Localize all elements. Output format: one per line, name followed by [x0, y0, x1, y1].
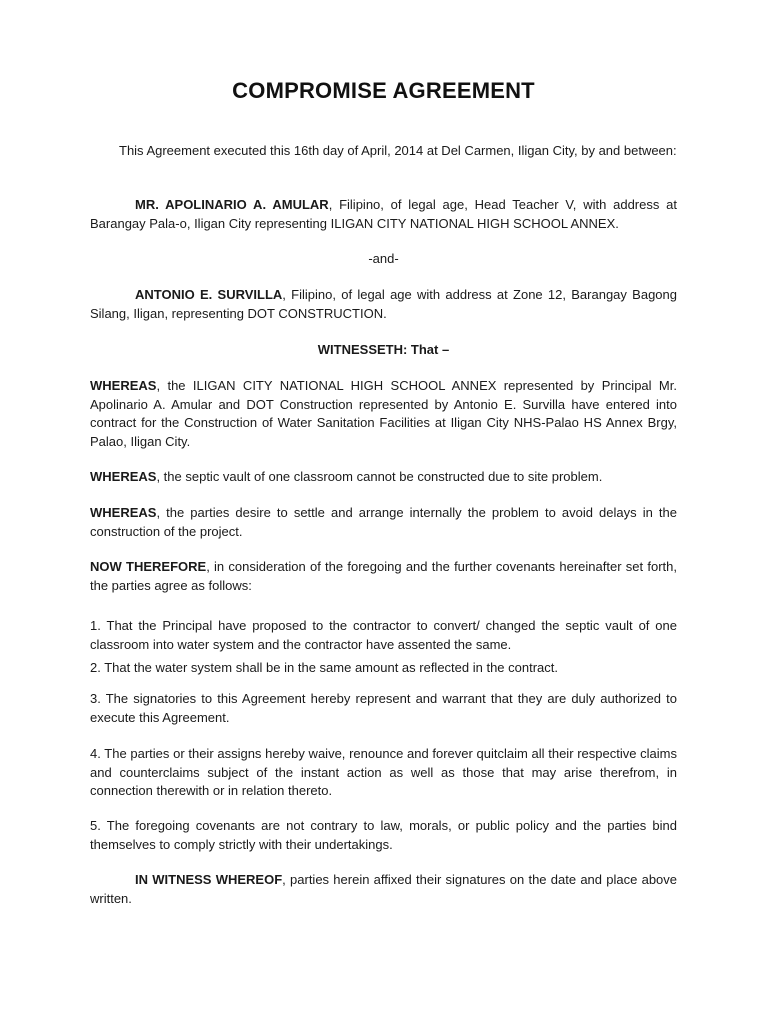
agreement-item-5: 5. The foregoing covenants are not contrary to law, morals, or public policy and the parties bind themselves to comply strictly with their undertakings. [90, 818, 677, 852]
party2-name: ANTONIO E. SURVILLA [135, 287, 283, 302]
whereas-clause-1: WHEREAS, the ILIGAN CITY NATIONAL HIGH SCHOOL ANNEX represented by Principal Mr. Apolinario A. Amular and DOT Construction represented by Antonio E. Survilla have entered into contract for the Construction of Water Sanitation Facilities at Iligan City NHS-Palao HS Annex Brgy, Palao, Iligan City. [90, 378, 677, 449]
whereas-clause-3: WHEREAS, the parties desire to settle and arrange internally the problem to avoid delays in the construction of the project. [90, 505, 677, 539]
party1-details: , Filipino, of legal age, Head Teacher V, with address at Barangay Pala-o, Iligan City representing ILIGAN CITY NATIONAL HIGH SCHOOL ANNEX. [90, 197, 677, 231]
in-witness-keyword: IN WITNESS WHEREOF [135, 872, 283, 887]
intro-paragraph: This Agreement executed this 16th day of April, 2014 at Del Carmen, Iligan City, by and between: [119, 143, 677, 158]
whereas-keyword: WHEREAS [90, 378, 157, 393]
in-witness-paragraph: IN WITNESS WHEREOF, parties herein affixed their signatures on the date and place above written. [90, 872, 678, 906]
agreement-item-4: 4. The parties or their assigns hereby waive, renounce and forever quitclaim all their respective claims and counterclaims subject of the instant action as well as those that may arise therefrom, in connection therewith or in relation thereto. [90, 746, 677, 798]
agreement-item-2: 2. That the water system shall be in the same amount as reflected in the contract. [90, 660, 558, 675]
party1-name: MR. APOLINARIO A. AMULAR [135, 197, 329, 212]
party2-paragraph [90, 286, 677, 323]
party1-paragraph [90, 196, 677, 233]
agreement-item-1: 1. That the Principal have proposed to the contractor to convert/ changed the septic vault of one classroom into water system and the contractor have assented the same. [90, 618, 677, 652]
and-separator: -and- [368, 251, 399, 266]
document-title: COMPROMISE AGREEMENT [232, 78, 535, 103]
party2-details: , Filipino, of legal age with address at Zone 12, Barangay Bagong Silang, Iligan, representing DOT CONSTRUCTION. [90, 287, 677, 321]
agreement-item-3: 3. The signatories to this Agreement hereby represent and warrant that they are duly authorized to execute this Agreement. [90, 691, 677, 725]
witnesseth-heading: WITNESSETH: That – [317, 342, 450, 357]
now-therefore-keyword: NOW THEREFORE [90, 559, 207, 574]
now-therefore-paragraph: NOW THEREFORE, in consideration of the foregoing and the further covenants hereinafter set forth, the parties agree as follows: [90, 559, 677, 593]
whereas-keyword: WHEREAS [90, 505, 157, 520]
whereas-clause-2: WHEREAS, the septic vault of one classroom cannot be constructed due to site problem. [90, 469, 603, 484]
whereas-keyword: WHEREAS [90, 469, 157, 484]
